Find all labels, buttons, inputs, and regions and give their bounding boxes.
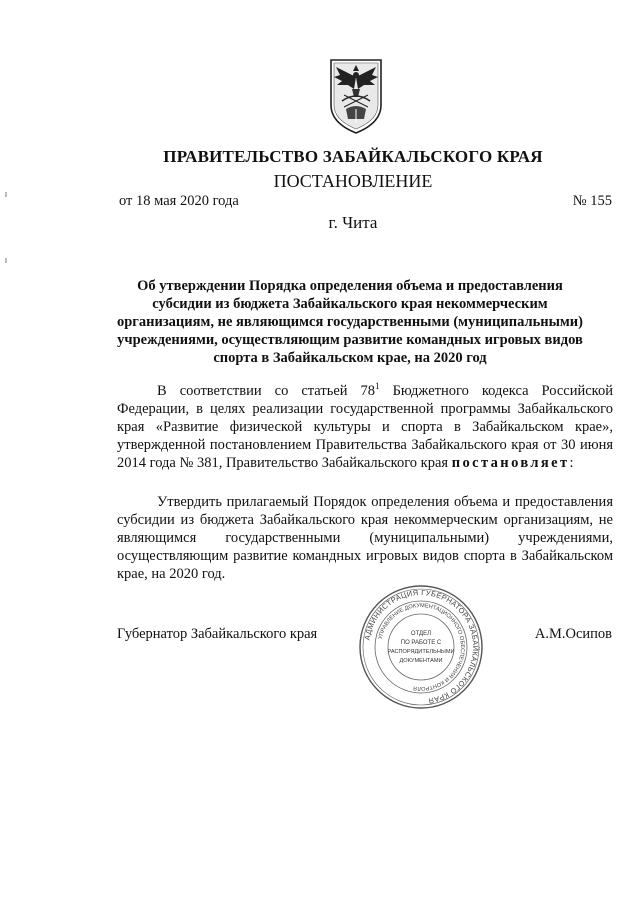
decides-word: постановляет [451,454,570,471]
official-stamp [357,583,485,711]
stamp-center-line-4: ДОКУМЕНТАМИ [399,658,443,664]
stamp-outer-text: АДМИНИСТРАЦИЯ ГУБЕРНАТОРА ЗАБАЙКАЛЬСКОГО КРАЯ [362,587,481,706]
document-number: № 155 [572,193,612,209]
coat-of-arms-emblem [328,57,384,135]
government-name: ПРАВИТЕЛЬСТВО ЗАБАЙКАЛЬСКОГО КРАЯ [163,147,543,166]
svg-text:УПРАВЛЕНИЕ ДОКУМЕНТАЦИОННОГО О [378,603,465,691]
stamp-center-line-1: ОТДЕЛ [410,631,432,637]
document-type: ПОСТАНОВЛЕНИЕ [273,171,433,191]
document-title: Об утверждении Порядка определения объема и предоставления субсидии из бюджета Забайкальского края некоммерческим организациям, не являющимся государственными (муниципальными) учреждениями, осуществляющим развитие командных игровых видов спорта в Забайкальском крае, на 2020 год [116,278,583,366]
signatory-name: А.М.Осипов [534,626,612,642]
document-date: от 18 мая 2020 года [119,193,239,209]
signatory-position: Губернатор Забайкальского края [117,626,318,642]
stamp-inner-text: УПРАВЛЕНИЕ ДОКУМЕНТАЦИОННОГО ОБЕСПЕЧЕНИЯ И КОНТРОЛЯ [377,602,466,692]
scan-mark [5,258,7,263]
city-name: г. Чита [328,213,378,232]
article-superscript: 1 [375,381,380,391]
p1-colon: : [569,454,574,471]
scan-mark [5,192,7,197]
p1-rest: Бюджетного кодекса Российской Федерации, в целях реализации государственной программы Забайкальского края «Развитие физической культуры и спорта в Забайкальском крае», утвержденной постановлением Правительства Забайкальского края от 30 июня 2014 года № 381, Правительство Забайкальского края [117,382,614,471]
stamp-center-line-3: РАСПОРЯДИТЕЛЬНЫМИ [387,649,455,655]
p1-start: В соответствии со статьей 78 [157,382,376,399]
body-paragraph-1 [117,377,613,472]
stamp-center-line-2: ПО РАБОТЕ С [400,640,442,646]
body-paragraph-2: Утвердить прилагаемый Порядок определения объема и предоставления субсидии из бюджета Забайкальского края некоммерческим организациям, не являющимся государственными (муниципальными) учреждениями, осуществляющим развитие командных игровых видов спорта в Забайкальском крае, на 2020 год. [117,494,613,582]
